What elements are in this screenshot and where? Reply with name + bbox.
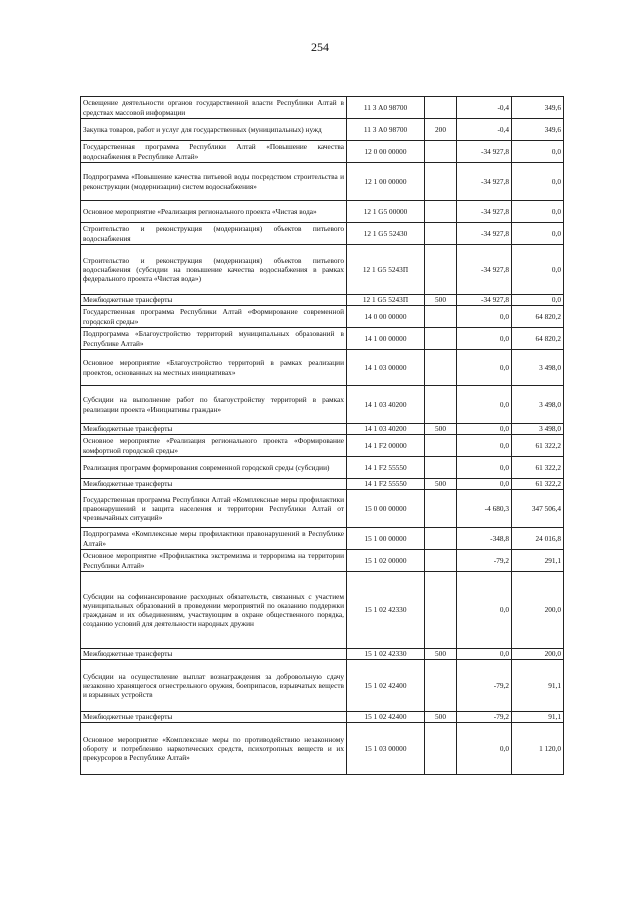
table-row	[81, 328, 564, 350]
table-row	[81, 572, 564, 649]
row-name-cell: Межбюджетные трансферты	[81, 712, 347, 723]
row-change-amount-cell: 0,0	[457, 572, 512, 649]
row-expense-type-cell: 200	[425, 119, 457, 141]
table-row	[81, 245, 564, 295]
row-expense-type-cell: 500	[425, 479, 457, 490]
row-expense-type-cell	[425, 328, 457, 350]
row-change-amount-cell: -34 927,8	[457, 295, 512, 306]
row-expense-type-cell	[425, 350, 457, 386]
row-change-amount-cell: 0,0	[457, 386, 512, 424]
row-change-amount-cell: -79,2	[457, 550, 512, 572]
row-change-amount-cell: -348,8	[457, 528, 512, 550]
row-name-cell: Подпрограмма «Повышение качества питьевой воды посредством строительства и реконструкции (модернизации) систем водоснабжения»	[81, 163, 347, 201]
row-code-cell: 14 1 03 40200	[347, 386, 425, 424]
row-change-amount-cell: -0,4	[457, 119, 512, 141]
row-change-amount-cell: 0,0	[457, 457, 512, 479]
row-total-amount-cell: 349,6	[512, 97, 564, 119]
row-expense-type-cell	[425, 141, 457, 163]
table-row	[81, 660, 564, 712]
row-total-amount-cell: 0,0	[512, 163, 564, 201]
row-code-cell: 12 1 00 00000	[347, 163, 425, 201]
row-expense-type-cell: 500	[425, 649, 457, 660]
budget-table	[80, 96, 564, 775]
table-row	[81, 479, 564, 490]
row-change-amount-cell: -34 927,8	[457, 163, 512, 201]
row-expense-type-cell	[425, 572, 457, 649]
row-expense-type-cell	[425, 490, 457, 528]
row-expense-type-cell	[425, 97, 457, 119]
row-total-amount-cell: 0,0	[512, 141, 564, 163]
row-total-amount-cell: 3 498,0	[512, 350, 564, 386]
row-code-cell: 15 1 02 42400	[347, 712, 425, 723]
row-change-amount-cell: 0,0	[457, 723, 512, 775]
row-code-cell: 15 1 02 42330	[347, 572, 425, 649]
row-total-amount-cell: 0,0	[512, 223, 564, 245]
row-code-cell: 15 1 03 00000	[347, 723, 425, 775]
row-change-amount-cell: -4 680,3	[457, 490, 512, 528]
row-change-amount-cell: 0,0	[457, 350, 512, 386]
row-name-cell: Государственная программа Республики Алтай «Комплексные меры профилактики правонарушений и защита населения и территории Республики Алтай от чрезвычайных ситуаций»	[81, 490, 347, 528]
row-expense-type-cell	[425, 223, 457, 245]
row-change-amount-cell: 0,0	[457, 479, 512, 490]
table-row	[81, 141, 564, 163]
row-total-amount-cell: 61 322,2	[512, 479, 564, 490]
row-expense-type-cell	[425, 306, 457, 328]
row-change-amount-cell: 0,0	[457, 435, 512, 457]
row-code-cell: 11 3 А0 98700	[347, 119, 425, 141]
row-total-amount-cell: 291,1	[512, 550, 564, 572]
row-expense-type-cell	[425, 723, 457, 775]
row-name-cell: Основное мероприятие «Комплексные меры по противодействию незаконному обороту и потреблению наркотических средств, психотропных веществ и их прекурсоров в Республике Алтай»	[81, 723, 347, 775]
row-change-amount-cell: -34 927,8	[457, 141, 512, 163]
row-total-amount-cell: 0,0	[512, 245, 564, 295]
row-name-cell: Основное мероприятие «Реализация регионального проекта «Формирование комфортной городской среды»	[81, 435, 347, 457]
row-name-cell: Государственная программа Республики Алтай «Формирование современной городской среды»	[81, 306, 347, 328]
row-code-cell: 14 1 F2 55550	[347, 479, 425, 490]
row-code-cell: 11 3 А0 98700	[347, 97, 425, 119]
row-change-amount-cell: 0,0	[457, 649, 512, 660]
row-expense-type-cell	[425, 528, 457, 550]
table-row	[81, 435, 564, 457]
row-code-cell: 14 1 03 00000	[347, 350, 425, 386]
row-total-amount-cell: 3 498,0	[512, 424, 564, 435]
row-expense-type-cell	[425, 245, 457, 295]
row-total-amount-cell: 347 506,4	[512, 490, 564, 528]
table-row	[81, 550, 564, 572]
row-total-amount-cell: 61 322,2	[512, 457, 564, 479]
row-total-amount-cell: 64 820,2	[512, 328, 564, 350]
table-row	[81, 163, 564, 201]
row-name-cell: Субсидии на выполнение работ по благоустройству территорий в рамках реализации проекта «Инициативы граждан»	[81, 386, 347, 424]
table-row	[81, 97, 564, 119]
table-row	[81, 528, 564, 550]
row-name-cell: Субсидии на софинансирование расходных обязательств, связанных с участием муниципальных образований в проведении мероприятий по оказанию поддержки гражданам и их объединениям, участвующим в охране общественного порядка, созданию условий для деятельности народных дружин	[81, 572, 347, 649]
row-code-cell: 14 1 F2 00000	[347, 435, 425, 457]
row-name-cell: Подпрограмма «Благоустройство территорий муниципальных образований в Республике Алтай»	[81, 328, 347, 350]
row-expense-type-cell: 500	[425, 712, 457, 723]
row-total-amount-cell: 349,6	[512, 119, 564, 141]
row-change-amount-cell: -34 927,8	[457, 223, 512, 245]
row-name-cell: Строительство и реконструкция (модернизация) объектов питьевого водоснабжения	[81, 223, 347, 245]
table-row	[81, 490, 564, 528]
row-code-cell: 14 0 00 00000	[347, 306, 425, 328]
row-total-amount-cell: 64 820,2	[512, 306, 564, 328]
row-code-cell: 12 0 00 00000	[347, 141, 425, 163]
budget-table-body	[81, 97, 564, 775]
row-change-amount-cell: -34 927,8	[457, 201, 512, 223]
row-expense-type-cell	[425, 201, 457, 223]
table-row	[81, 119, 564, 141]
row-code-cell: 14 1 00 00000	[347, 328, 425, 350]
row-expense-type-cell	[425, 660, 457, 712]
row-code-cell: 12 1 G5 52430	[347, 223, 425, 245]
table-row	[81, 350, 564, 386]
row-name-cell: Межбюджетные трансферты	[81, 479, 347, 490]
row-expense-type-cell	[425, 457, 457, 479]
row-total-amount-cell: 91,1	[512, 712, 564, 723]
row-code-cell: 14 1 03 40200	[347, 424, 425, 435]
row-code-cell: 15 1 02 42330	[347, 649, 425, 660]
row-name-cell: Освещение деятельности органов государственной власти Республики Алтай в средствах массовой информации	[81, 97, 347, 119]
row-name-cell: Подпрограмма «Комплексные меры профилактики правонарушений в Республике Алтай»	[81, 528, 347, 550]
row-expense-type-cell	[425, 163, 457, 201]
row-name-cell: Межбюджетные трансферты	[81, 649, 347, 660]
row-name-cell: Субсидии на осуществление выплат вознаграждения за добровольную сдачу незаконно хранящегося огнестрельного оружия, боеприпасов, взрывчатых веществ и взрывных устройств	[81, 660, 347, 712]
row-total-amount-cell: 24 016,8	[512, 528, 564, 550]
table-row	[81, 457, 564, 479]
page-number: 254	[311, 40, 329, 54]
row-total-amount-cell: 1 120,0	[512, 723, 564, 775]
row-change-amount-cell: -79,2	[457, 712, 512, 723]
row-total-amount-cell: 200,0	[512, 649, 564, 660]
row-expense-type-cell: 500	[425, 424, 457, 435]
row-code-cell: 12 1 G5 00000	[347, 201, 425, 223]
row-name-cell: Основное мероприятие «Реализация регионального проекта «Чистая вода»	[81, 201, 347, 223]
row-total-amount-cell: 200,0	[512, 572, 564, 649]
row-expense-type-cell: 500	[425, 295, 457, 306]
row-change-amount-cell: 0,0	[457, 328, 512, 350]
row-code-cell: 15 1 02 00000	[347, 550, 425, 572]
row-name-cell: Реализация программ формирования современной городской среды (субсидии)	[81, 457, 347, 479]
row-name-cell: Межбюджетные трансферты	[81, 295, 347, 306]
row-total-amount-cell: 61 322,2	[512, 435, 564, 457]
row-expense-type-cell	[425, 386, 457, 424]
row-code-cell: 14 1 F2 55550	[347, 457, 425, 479]
table-row	[81, 649, 564, 660]
row-name-cell: Межбюджетные трансферты	[81, 424, 347, 435]
row-code-cell: 12 1 G5 5243П	[347, 295, 425, 306]
row-change-amount-cell: -79,2	[457, 660, 512, 712]
table-row	[81, 424, 564, 435]
table-row	[81, 712, 564, 723]
row-change-amount-cell: 0,0	[457, 424, 512, 435]
row-name-cell: Государственная программа Республики Алтай «Повышение качества водоснабжения в Республике Алтай»	[81, 141, 347, 163]
row-change-amount-cell: -0,4	[457, 97, 512, 119]
row-total-amount-cell: 91,1	[512, 660, 564, 712]
table-row	[81, 201, 564, 223]
row-name-cell: Закупка товаров, работ и услуг для государственных (муниципальных) нужд	[81, 119, 347, 141]
row-code-cell: 15 1 02 42400	[347, 660, 425, 712]
row-name-cell: Основное мероприятие «Благоустройство территорий в рамках реализации проектов, основанных на местных инициативах»	[81, 350, 347, 386]
row-total-amount-cell: 0,0	[512, 295, 564, 306]
row-expense-type-cell	[425, 435, 457, 457]
row-code-cell: 15 0 00 00000	[347, 490, 425, 528]
row-name-cell: Основное мероприятие «Профилактика экстремизма и терроризма на территории Республики Алтай»	[81, 550, 347, 572]
row-expense-type-cell	[425, 550, 457, 572]
table-row	[81, 295, 564, 306]
row-total-amount-cell: 0,0	[512, 201, 564, 223]
row-change-amount-cell: 0,0	[457, 306, 512, 328]
table-row	[81, 306, 564, 328]
table-row	[81, 723, 564, 775]
table-row	[81, 386, 564, 424]
row-code-cell: 15 1 00 00000	[347, 528, 425, 550]
row-name-cell: Строительство и реконструкция (модернизация) объектов питьевого водоснабжения (субсидии на повышение качества водоснабжения в рамках федерального проекта «Чистая вода»)	[81, 245, 347, 295]
row-change-amount-cell: -34 927,8	[457, 245, 512, 295]
table-row	[81, 223, 564, 245]
row-total-amount-cell: 3 498,0	[512, 386, 564, 424]
row-code-cell: 12 1 G5 5243П	[347, 245, 425, 295]
